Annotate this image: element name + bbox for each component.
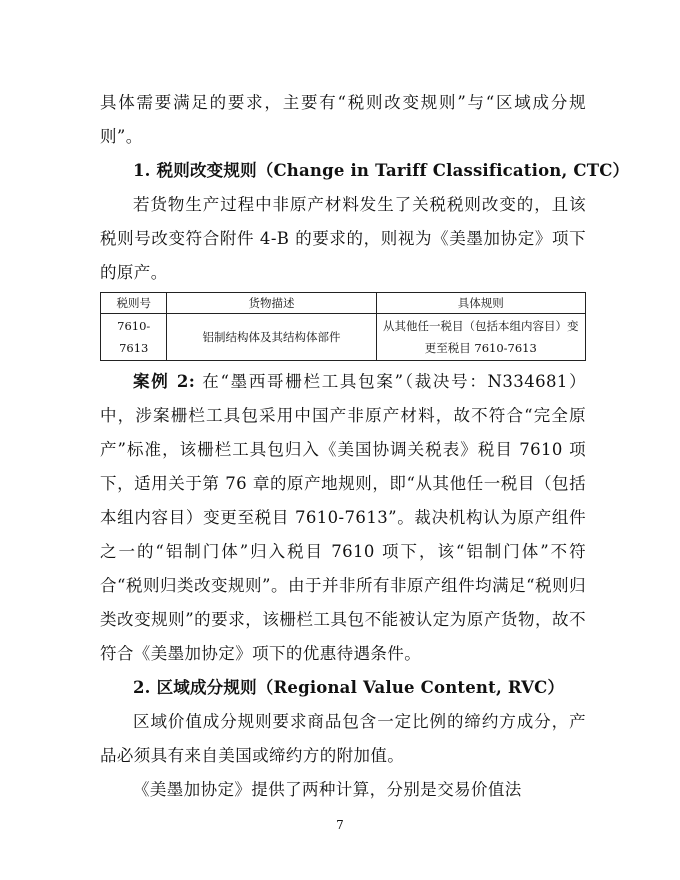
section-2-paragraph-2: 《美墨加协定》提供了两种计算，分别是交易价值法	[133, 780, 522, 799]
document-page	[100, 86, 630, 807]
section-1-paragraph: 若货物生产过程中非原产材料发生了关税税则改变的，且该税则号改变符合附件 4-B 的要求的，则视为《美墨加协定》项下的原产。	[100, 195, 586, 282]
case-2-paragraph	[100, 365, 586, 671]
page-number: 7	[336, 818, 344, 832]
section-1-heading: 1. 税则改变规则（Change in Tariff Classification, CTC）	[133, 161, 630, 180]
tariff-rule-table	[100, 292, 586, 361]
case-2-label: 案例 2:	[133, 372, 196, 391]
table-cell-tariff-number: 7610-7613	[101, 314, 167, 361]
section-2-paragraph-1: 区域价值成分规则要求商品包含一定比例的缔约方成分，产品必须具有来自美国或缔约方的附加值。	[100, 712, 586, 765]
case-2-text: 在“墨西哥栅栏工具包案”（裁决号：N334681）中，涉案栅栏工具包采用中国产非原产材料，故不符合“完全原产”标准，该栅栏工具包归入《美国协调关税表》税目 7610 项下，适用关于第 76 章的原产地规则，即“从其他任一税目（包括本组内容目）变更至税目 7610-7613”。裁决机构认为原产组件之一的“铝制门体”归入税目 7610 项下，该“铝制门体”不符合“税则归类改变规则”。由于并非所有非原产组件均满足“税则归类改变规则”的要求，该栅栏工具包不能被认定为原产货物，故不符合《美墨加协定》项下的优惠待遇条件。	[100, 372, 586, 663]
table-header-description: 货物描述	[167, 293, 376, 314]
table-row	[101, 314, 586, 361]
table-cell-rule: 从其他任一税目（包括本组内容目）变更至税目 7610-7613	[376, 314, 585, 361]
table-header-rule: 具体规则	[376, 293, 585, 314]
table-cell-description: 铝制结构体及其结构体部件	[167, 314, 376, 361]
section-2-heading: 2. 区域成分规则（Regional Value Content, RVC）	[133, 678, 565, 697]
intro-paragraph: 具体需要满足的要求，主要有“税则改变规则”与“区域成分规则”。	[100, 93, 586, 146]
table-header-tariff-number: 税则号	[101, 293, 167, 314]
table-header-row	[101, 293, 586, 314]
